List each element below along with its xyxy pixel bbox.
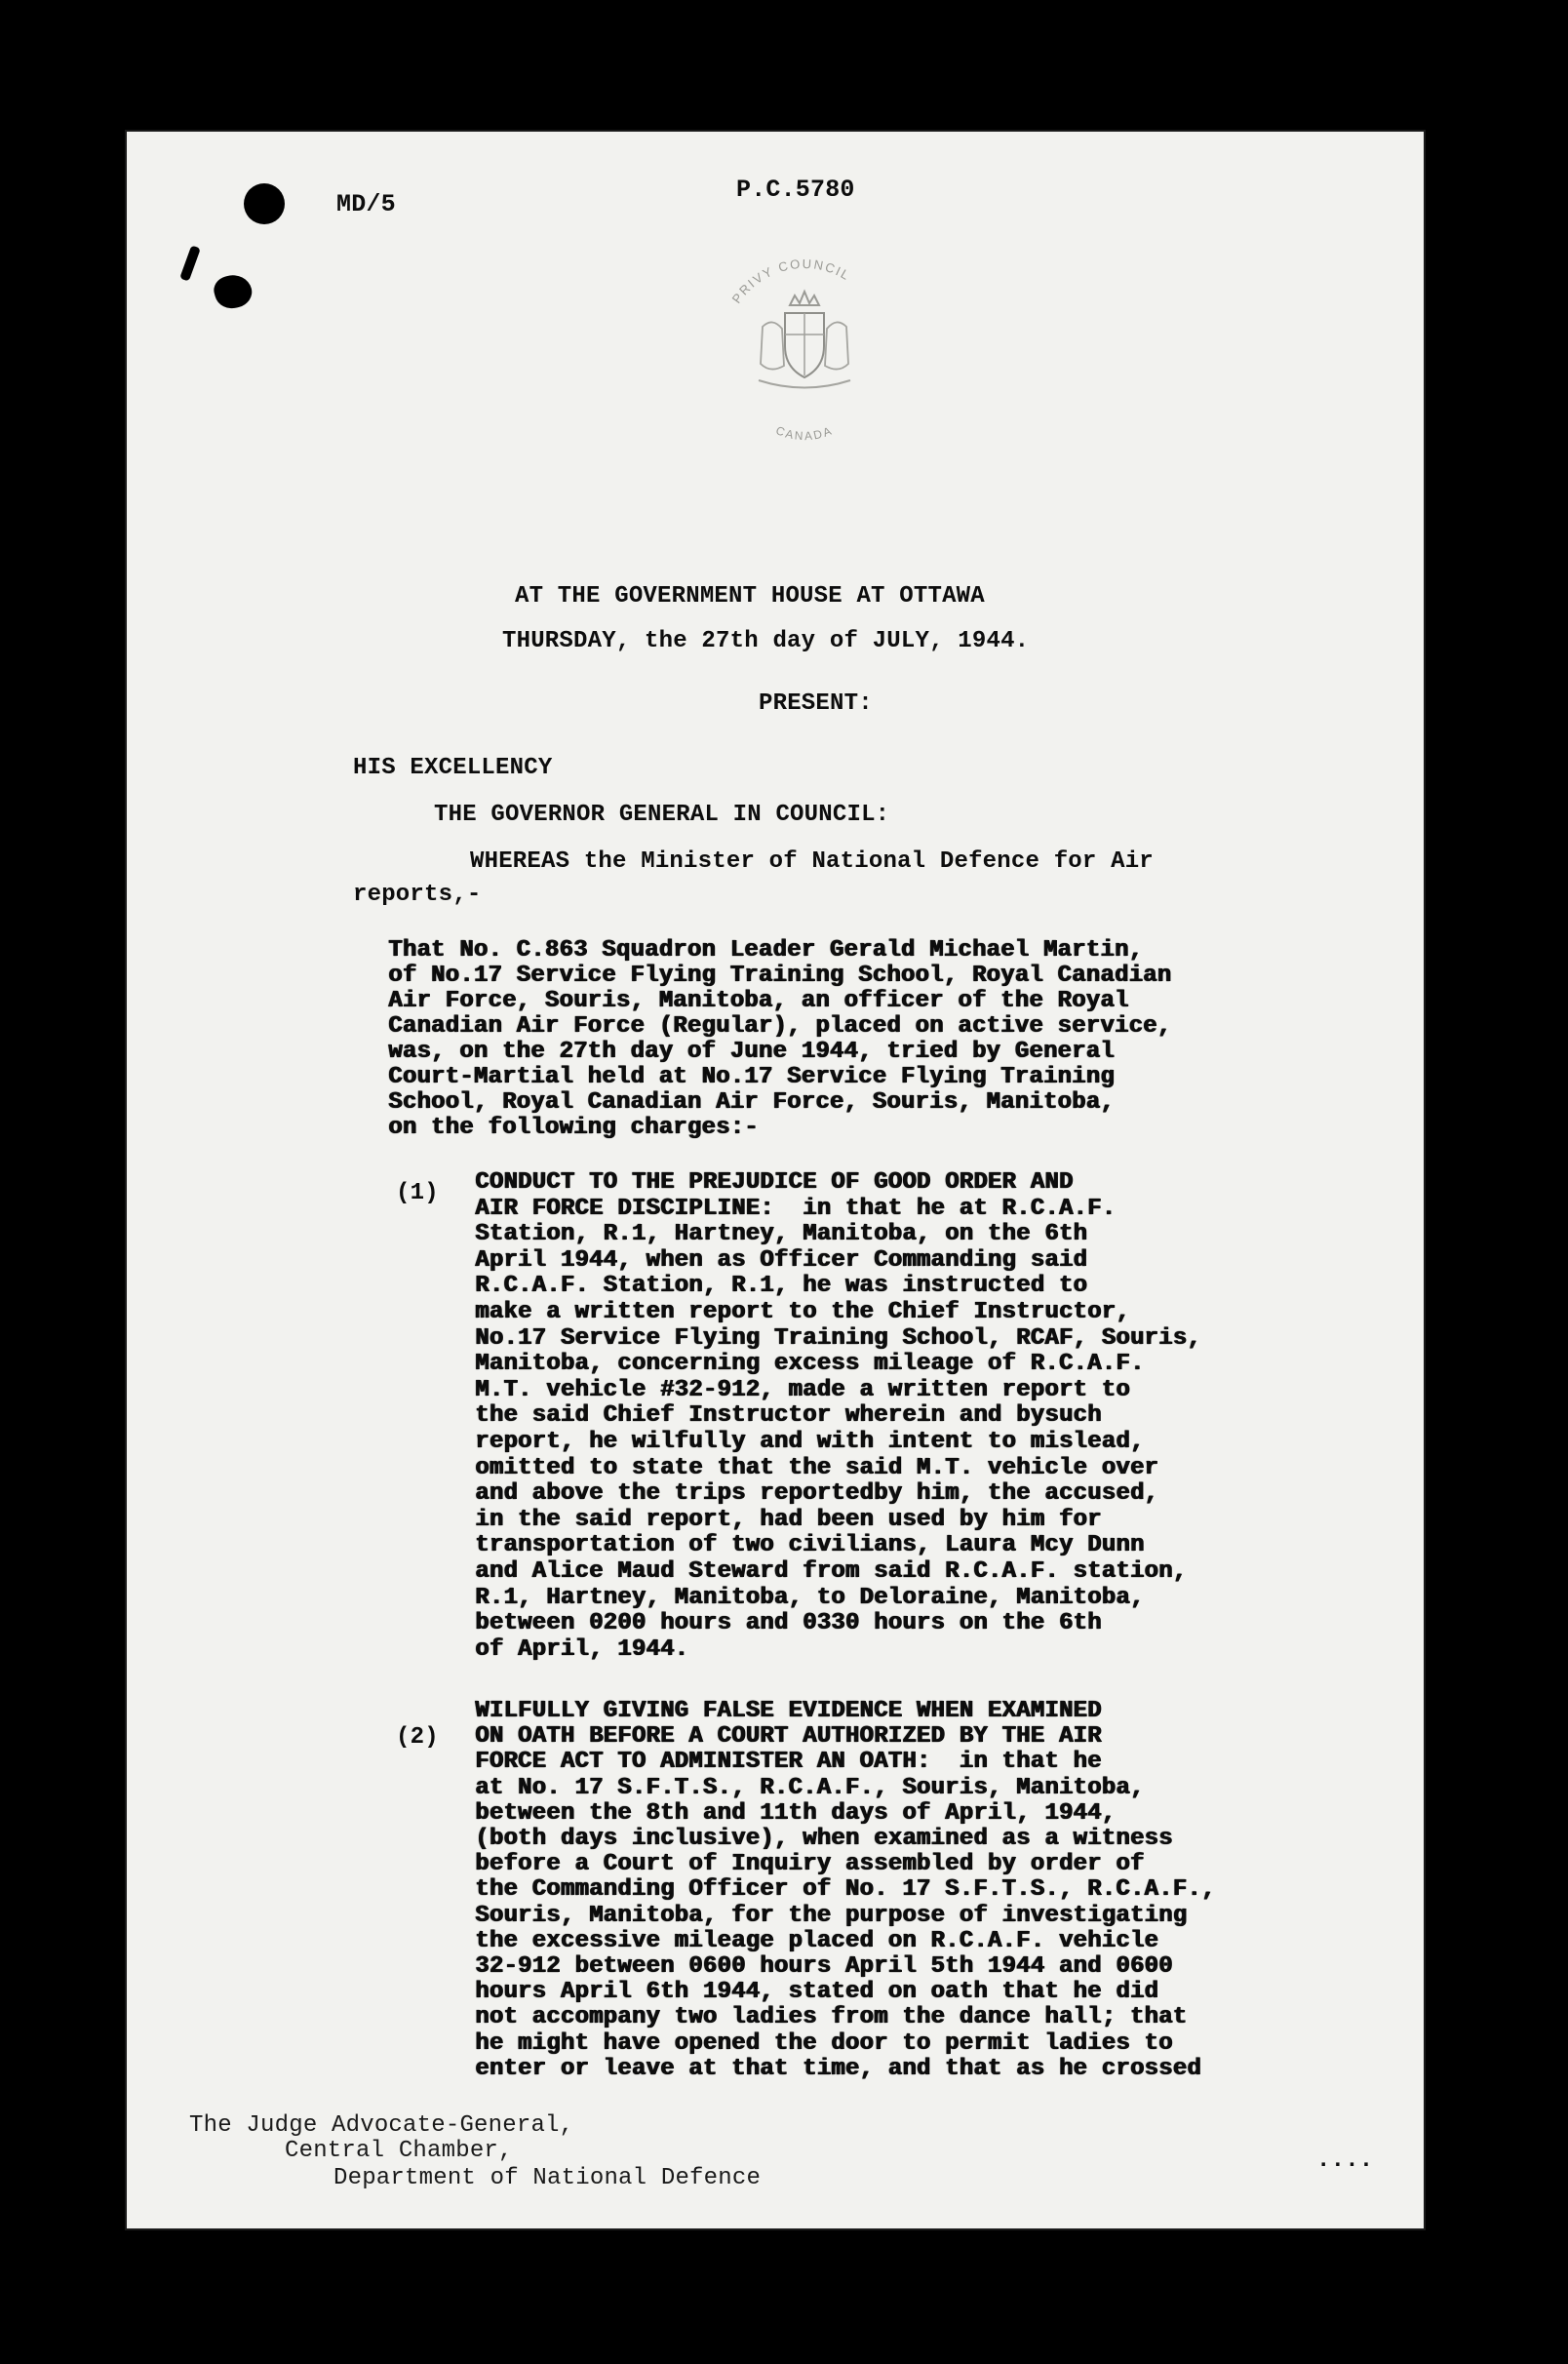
- charge-1-line: and Alice Maud Steward from said R.C.A.F. station,: [475, 1557, 1188, 1585]
- charge-2-line: ON OATH BEFORE A COURT AUTHORIZED BY THE AIR: [475, 1723, 1102, 1751]
- charge-2-line: he might have opened the door to permit ladies to: [475, 2029, 1173, 2057]
- charge-1-line: M.T. vehicle #32-912, made a written report to: [475, 1376, 1130, 1403]
- charge-1-line: AIR FORCE DISCIPLINE: in that he at R.C.A.F.: [475, 1195, 1117, 1222]
- report-line: of No.17 Service Flying Training School, Royal Canadian: [388, 963, 1172, 989]
- charge-1-line: April 1944, when as Officer Commanding said: [475, 1246, 1087, 1274]
- order-number: P.C.5780: [736, 176, 855, 204]
- charge-1-text: [475, 1170, 1201, 1663]
- charge-2-line: Souris, Manitoba, for the purpose of investigating: [475, 1902, 1188, 1929]
- charge-2-text: [475, 1699, 1215, 2082]
- charge-1-line: Manitoba, concerning excess mileage of R.C.A.F.: [475, 1351, 1145, 1378]
- charge-2-line: between the 8th and 11th days of April, 1944,: [475, 1799, 1117, 1827]
- charge-1-line: report, he wilfully and with intent to mislead,: [475, 1428, 1145, 1455]
- report-line: on the following charges:-: [388, 1115, 759, 1141]
- charge-1-line: omitted to state that the said M.T. vehicle over: [475, 1454, 1158, 1481]
- reports-line: reports,-: [353, 882, 482, 908]
- charge-1-line: in the said report, had been used by him for: [475, 1506, 1102, 1533]
- charge-1-line: between 0200 hours and 0330 hours on the 6th: [475, 1610, 1102, 1637]
- charge-2-line: (both days inclusive), when examined as a witness: [475, 1826, 1173, 1853]
- report-line: was, on the 27th day of June 1944, tried by General: [388, 1039, 1115, 1065]
- charge-2-line: hours April 6th 1944, stated on oath that he did: [475, 1979, 1158, 2006]
- his-excellency: HIS EXCELLENCY: [353, 755, 553, 781]
- charge-2-line: FORCE ACT TO ADMINISTER AN OATH: in that he: [475, 1749, 1102, 1776]
- charge-2-number: (2): [396, 1724, 439, 1751]
- charge-1-line: CONDUCT TO THE PREJUDICE OF GOOD ORDER AND: [475, 1169, 1074, 1196]
- continuation-marker: ....: [1316, 2147, 1374, 2174]
- report-line: School, Royal Canadian Air Force, Souris, Manitoba,: [388, 1089, 1115, 1116]
- charge-2-line: WILFULLY GIVING FALSE EVIDENCE WHEN EXAMINED: [475, 1698, 1102, 1724]
- charge-2-line: at No. 17 S.F.T.S., R.C.A.F., Souris, Manitoba,: [475, 1774, 1145, 1801]
- heading-present: PRESENT:: [759, 690, 873, 717]
- report-line: That No. C.863 Squadron Leader Gerald Michael Martin,: [388, 937, 1143, 964]
- svg-text:CANADA: [774, 423, 836, 443]
- governor-general-line: THE GOVERNOR GENERAL IN COUNCIL:: [434, 802, 890, 828]
- charge-1-line: of April, 1944.: [475, 1635, 689, 1663]
- addressee-line-1: The Judge Advocate-General,: [189, 2112, 574, 2139]
- punch-hole-mark: [244, 183, 285, 224]
- whereas-line: WHEREAS the Minister of National Defence for Air: [470, 848, 1154, 875]
- charge-2-line: 32-912 between 0600 hours April 5th 1944 and 0600: [475, 1953, 1173, 1981]
- charge-1-line: No.17 Service Flying Training School, RCAF, Souris,: [475, 1324, 1201, 1352]
- heading-location: AT THE GOVERNMENT HOUSE AT OTTAWA: [515, 583, 985, 610]
- charge-1-line: make a written report to the Chief Instructor,: [475, 1298, 1130, 1325]
- addressee-line-3: Department of National Defence: [333, 2165, 762, 2191]
- file-reference: MD/5: [336, 190, 396, 218]
- charge-2-line: enter or leave at that time, and that as he crossed: [475, 2055, 1201, 2082]
- charge-1-line: Station, R.1, Hartney, Manitoba, on the 6th: [475, 1221, 1087, 1248]
- charge-2-line: the Commanding Officer of No. 17 S.F.T.S., R.C.A.F.,: [475, 1876, 1216, 1904]
- charge-2-line: the excessive mileage placed on R.C.A.F. vehicle: [475, 1927, 1158, 1954]
- charge-1-line: R.1, Hartney, Manitoba, to Deloraine, Manitoba,: [475, 1584, 1145, 1611]
- report-paragraph: [388, 938, 1171, 1141]
- report-line: Air Force, Souris, Manitoba, an officer of the Royal: [388, 988, 1129, 1014]
- svg-text:PRIVY COUNCIL: [729, 256, 854, 306]
- charge-2-line: not accompany two ladies from the dance hall; that: [475, 2004, 1188, 2031]
- charge-1-line: R.C.A.F. Station, R.1, he was instructed to: [475, 1273, 1087, 1300]
- charge-2-line: before a Court of Inquiry assembled by order of: [475, 1851, 1145, 1878]
- addressee-line-2: Central Chamber,: [285, 2138, 513, 2164]
- charge-1-number: (1): [396, 1180, 439, 1206]
- seal-top-text: PRIVY COUNCIL: [728, 256, 854, 306]
- report-line: Canadian Air Force (Regular), placed on active service,: [388, 1013, 1172, 1040]
- charge-1-line: the said Chief Instructor wherein and bysuch: [475, 1402, 1102, 1430]
- heading-date: THURSDAY, the 27th day of JULY, 1944.: [502, 628, 1030, 654]
- report-line: Court-Martial held at No.17 Service Flying Training: [388, 1064, 1115, 1090]
- charge-1-line: transportation of two civilians, Laura Mcy Dunn: [475, 1532, 1145, 1559]
- charge-1-line: and above the trips reportedby him, the accused,: [475, 1480, 1158, 1508]
- privy-council-seal: [702, 249, 907, 453]
- seal-bottom-text: CANADA: [773, 423, 836, 444]
